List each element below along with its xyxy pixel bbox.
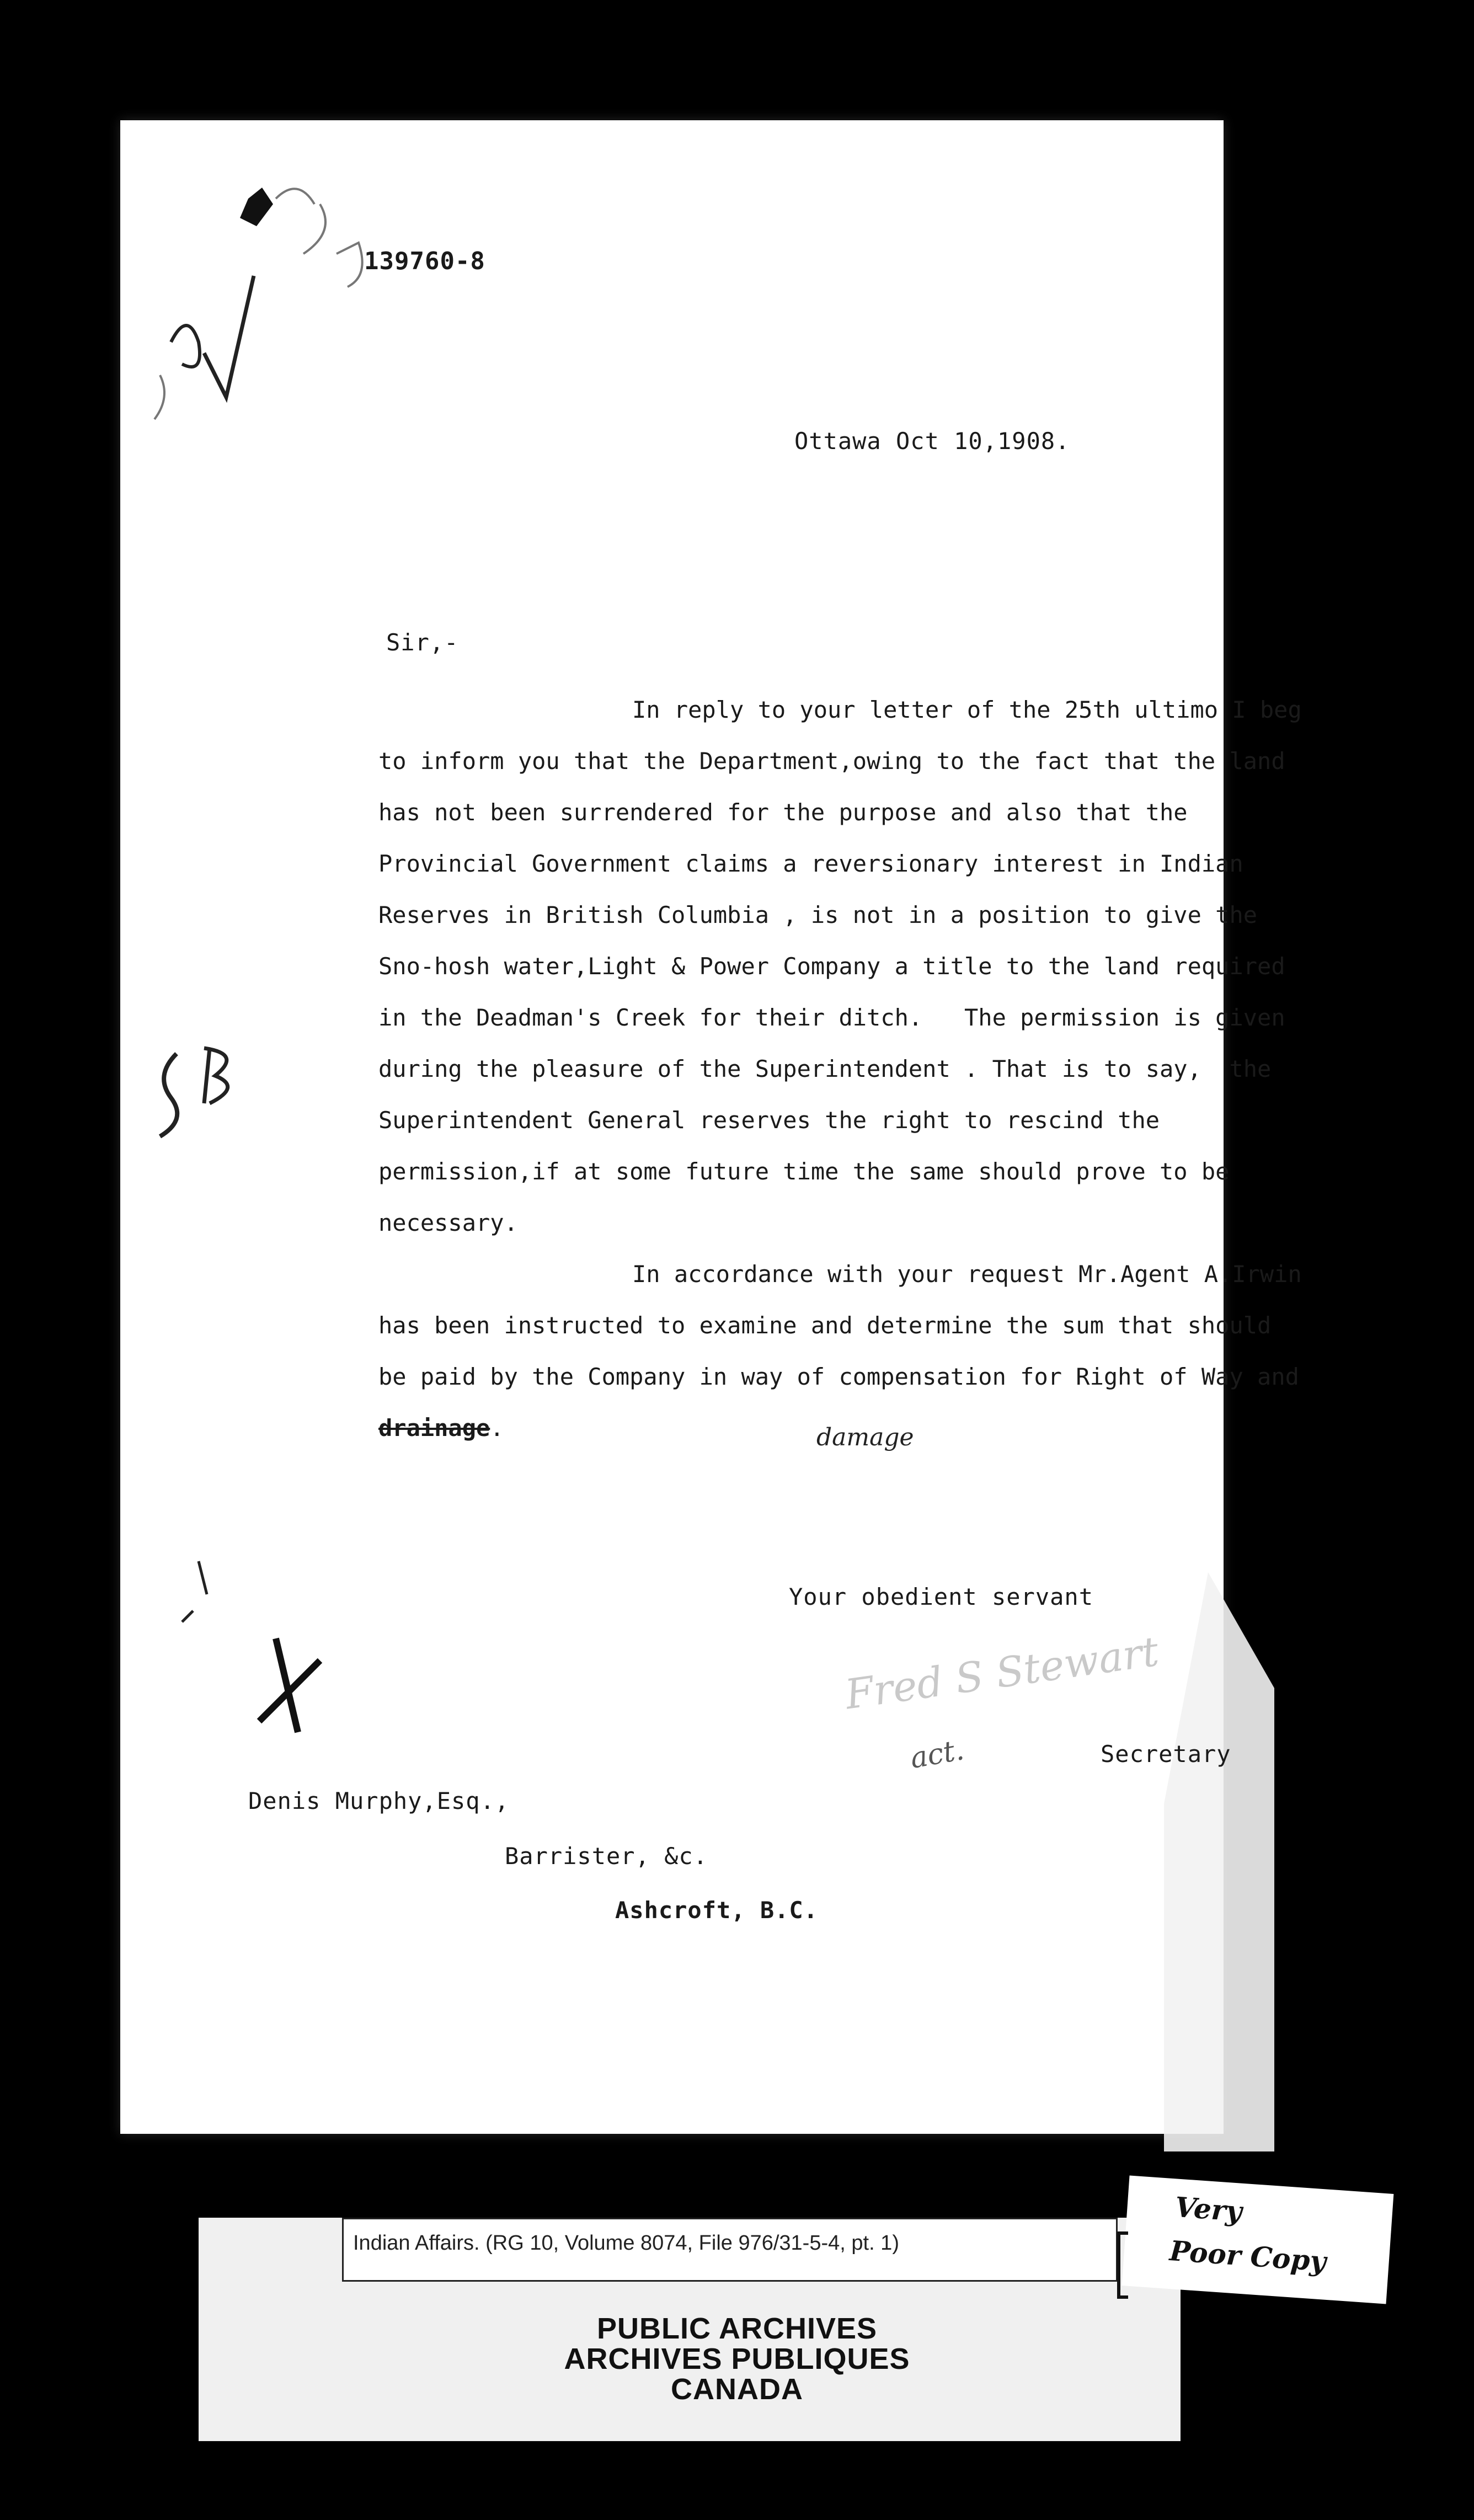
archive-line-public: PUBLIC ARCHIVES <box>596 2312 878 2345</box>
body-paragraph-2-text: In accordance with your request Mr.Agent A.Irwin has been instructed to examine and determine the sum that should be paid by the Company in way of compensation for Right of Way and <box>378 1261 1316 1390</box>
file-number: 139760-8 <box>364 247 485 275</box>
archive-line-publiques: ARCHIVES PUBLIQUES <box>564 2342 910 2375</box>
handwritten-replacement: damage <box>816 1423 914 1451</box>
archive-line-canada: CANADA <box>671 2373 803 2406</box>
body-paragraph-1: In reply to your letter of the 25th ultimo I beg to inform you that the Department,owing to the fact that the land has not been surrendered for the purpose and also that the Provincial Government claims a reversionary interest in Indian Reserves in British Columbia , is not in a position to give the Sno-hosh water,Light & Power Company a title to the land required in the Deadman's Creek for their ditch. The permission is given during the pleasure of the Superintendent . That is to say, the Superintendent General reserves the right to rescind the permission,if at some future time the same should prove to be necessary. <box>378 696 1316 1236</box>
poor-copy-note-line2: Poor Copy <box>1168 2234 1327 2278</box>
signature-note: act. <box>907 1733 967 1776</box>
addressee-title: Barrister, &c. <box>505 1843 708 1870</box>
addressee-name: Denis Murphy,Esq., <box>248 1787 510 1814</box>
poor-copy-note-line1: Very <box>1174 2190 1243 2228</box>
margin-initials <box>149 1037 259 1147</box>
closing: Your obedient servant <box>789 1583 1094 1610</box>
bracket-mark <box>1117 2231 1128 2299</box>
struck-word: drainage <box>378 1414 490 1441</box>
signer-title: Secretary <box>1101 1740 1231 1768</box>
top-left-ink-marks <box>138 165 447 474</box>
addressee-location: Ashcroft, B.C. <box>615 1897 819 1924</box>
poor-copy-tag <box>1122 2176 1394 2304</box>
left-tick-marks <box>177 1556 342 1776</box>
signature: Fred S Stewart <box>842 1627 1162 1719</box>
struck-word-tail: . <box>490 1414 504 1441</box>
letter-body <box>378 684 1316 1454</box>
letter-date: Ottawa Oct 10,1908. <box>794 428 1070 455</box>
salutation: Sir,- <box>386 629 459 656</box>
archive-citation: Indian Affairs. (RG 10, Volume 8074, File 976/31-5-4, pt. 1) <box>353 2231 899 2255</box>
